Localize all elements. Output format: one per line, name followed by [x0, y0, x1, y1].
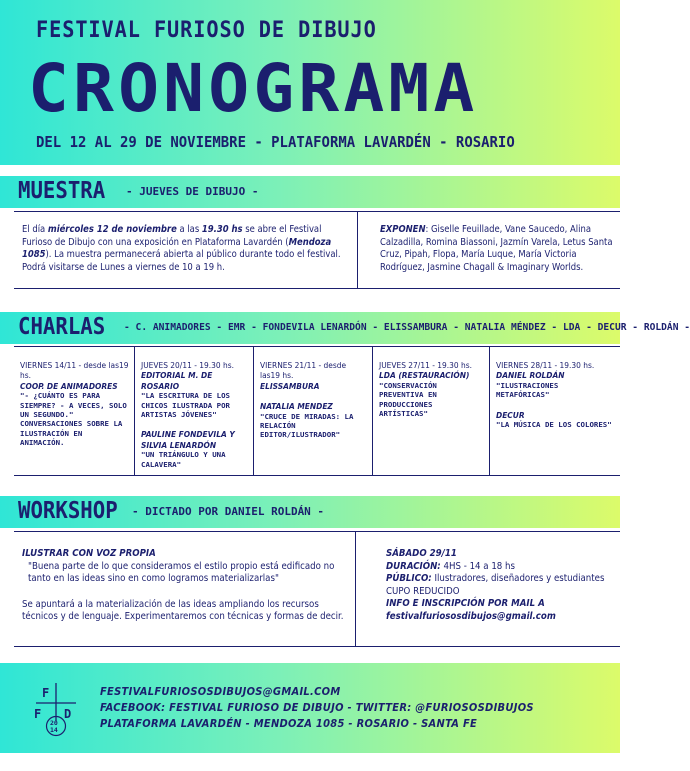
- text: ). La muestra permanecerá abierta al público durante todo el festival. Podrá visitarse de Lunes a viernes de 10 a 19 h.: [22, 249, 341, 273]
- festival-kicker: FESTIVAL FURIOSO DE DIBUJO: [36, 18, 377, 43]
- muestra-description: [14, 211, 358, 289]
- logo-year: 20: [50, 719, 58, 727]
- duration-value: 4HS - 14 a 18 hs: [440, 560, 516, 572]
- section-bar-muestra: [0, 176, 620, 208]
- talk-speaker: EDITORIAL M. DE ROSARIO: [141, 370, 213, 391]
- section-title-charlas: CHARLAS: [18, 314, 106, 340]
- section-tag-charlas: - C. ANIMADORES - EMR - FONDEVILA LENARDÓN - ELISSAMBURA - NATALIA MÉNDEZ - LDA - DECUR - ROLDÁN -: [124, 322, 690, 333]
- talk-column-2: [135, 347, 254, 475]
- talk-date: JUEVES 27/11 - 19.30 hs.: [379, 360, 472, 370]
- footer-email[interactable]: FESTIVALFURIOSOSDIBUJOS@GMAIL.COM: [100, 685, 341, 698]
- talk-column-3: [254, 347, 373, 475]
- talk-speaker: ELISSAMBURA: [260, 380, 320, 391]
- talk-title: "ILUSTRACIONES METAFÓRICAS": [496, 380, 559, 400]
- text: El día: [22, 224, 48, 235]
- talk-column-1: [14, 347, 135, 475]
- muestra-exhibitors: [358, 211, 620, 289]
- logo-letter-f: F: [34, 707, 42, 721]
- talk-title: "- ¿CUÁNTO ES PARA SIEMPRE? - A VECES, SOLO UN SEGUNDO." CONVERSACIONES SOBRE LA ILUSTRACIÓN EN ANIMACIÓN.: [20, 391, 127, 448]
- workshop-details: [356, 531, 620, 647]
- workshop-audience: [386, 573, 614, 586]
- talk-speaker: NATALIA MENDEZ: [260, 401, 333, 412]
- talk-date: VIERNES 14/11 - desde las19 hs.: [20, 360, 129, 381]
- talk-column-5: [490, 347, 620, 475]
- workshop-email[interactable]: festivalfuriososdibujos@gmail.com: [386, 610, 556, 622]
- audience-value: Ilustradores, diseñadores y estudiantes: [431, 573, 605, 585]
- talk-speaker: DANIEL ROLDÁN: [496, 370, 565, 381]
- logo-letter-f: F: [42, 686, 50, 700]
- logo-letter-d: D: [64, 707, 72, 721]
- exhibitors-list: : Giselle Feuillade, Vane Saucedo, Alina Calzadilla, Romina Biassoni, Jazmín Varela, Letus Santa Cruz, Pipah, Flopa, María Luque, María Victoria Rodríguez, Jasmine Chagall & Imaginary Worlds.: [380, 224, 613, 273]
- section-title-workshop: WORKSHOP: [18, 498, 118, 524]
- festival-logo: [28, 677, 84, 737]
- opening-date: miércoles 12 de noviembre: [47, 224, 177, 235]
- workshop-capacity: CUPO REDUCIDO: [386, 585, 460, 597]
- talk-column-4: [373, 347, 490, 475]
- talk-title: "LA ESCRITURA DE LOS CHICOS ILUSTRADA POR ARTISTAS JÓVENES": [141, 391, 230, 420]
- workshop-title: ILUSTRAR CON VOZ PROPIA: [22, 548, 156, 559]
- divider: [14, 475, 620, 476]
- section-tag-workshop: - DICTADO POR DANIEL ROLDÁN -: [132, 505, 325, 518]
- date-venue-subtitle: DEL 12 AL 29 DE NOVIEMBRE - PLATAFORMA LAVARDÉN - ROSARIO: [36, 133, 515, 151]
- talk-speaker: DECUR: [496, 409, 525, 420]
- talk-title: "CRUCE DE MIRADAS: LA RELACIÓN EDITOR/ILUSTRADOR": [260, 411, 354, 440]
- duration-label: DURACIÓN:: [386, 560, 441, 572]
- text: se abre el Festival Furioso de Dibujo con una exposición en Plataforma Lavardén (: [22, 224, 322, 248]
- section-tag-muestra: - JUEVES DE DIBUJO -: [126, 185, 259, 198]
- talk-date: VIERNES 21/11 - desde las19 hs.: [260, 360, 347, 381]
- talk-speaker: COOP. DE ANIMADORES: [20, 380, 118, 391]
- talk-speaker: LDA (RESTAURACIÓN): [379, 370, 470, 381]
- workshop-date: SÁBADO 29/11: [386, 548, 457, 559]
- talk-title: "LA MÚSICA DE LOS COLORES": [496, 420, 612, 430]
- logo-year: 14: [50, 726, 58, 734]
- section-bar-charlas: [0, 312, 690, 344]
- venue-address: Mendoza 1085: [22, 236, 332, 261]
- workshop-body: Se apuntará a la materialización de las ideas ampliando los recursos técnicos y de lenguaje. Experimentaremos con técnicas y formas de decir.: [22, 598, 344, 623]
- footer-band: [0, 663, 620, 753]
- talk-title: "CONSERVACIÓN PREVENTIVA EN PRODUCCIONES ARTÍSTICAS": [379, 380, 437, 419]
- talk-speaker: PAULINE FONDEVILA Y SILVIA LENARDÓN: [141, 429, 235, 450]
- workshop-quote: "Buena parte de lo que consideramos el estilo propio está edificado no tanto en las ideas sino en como logramos materializarlas": [28, 560, 335, 585]
- audience-label: PÚBLICO:: [386, 573, 432, 585]
- workshop-description: [14, 531, 356, 647]
- talk-date: VIERNES 28/11 - 19.30 hs.: [496, 360, 595, 370]
- header-band: [0, 0, 620, 165]
- section-title-muestra: MUESTRA: [18, 178, 106, 204]
- exhibitors-label: EXPONEN: [380, 224, 426, 235]
- workshop-info: INFO E INSCRIPCIÓN POR MAIL A: [386, 598, 545, 610]
- footer-address: PLATAFORMA LAVARDÉN - MENDOZA 1085 - ROSARIO - SANTA FE: [100, 717, 478, 730]
- talk-title: "UN TRIÁNGULO Y UNA CALAVERA": [141, 450, 226, 469]
- footer-social[interactable]: FACEBOOK: FESTIVAL FURIOSO DE DIBUJO - TWITTER: @FURIOSOSDIBUJOS: [100, 701, 534, 714]
- opening-time: 19.30 hs: [201, 224, 243, 235]
- section-bar-workshop: [0, 496, 620, 528]
- text: a las: [176, 224, 202, 235]
- page-title: CRONOGRAMA: [28, 50, 479, 127]
- talk-date: JUEVES 20/11 - 19.30 hs.: [141, 360, 234, 370]
- workshop-duration: [386, 561, 614, 574]
